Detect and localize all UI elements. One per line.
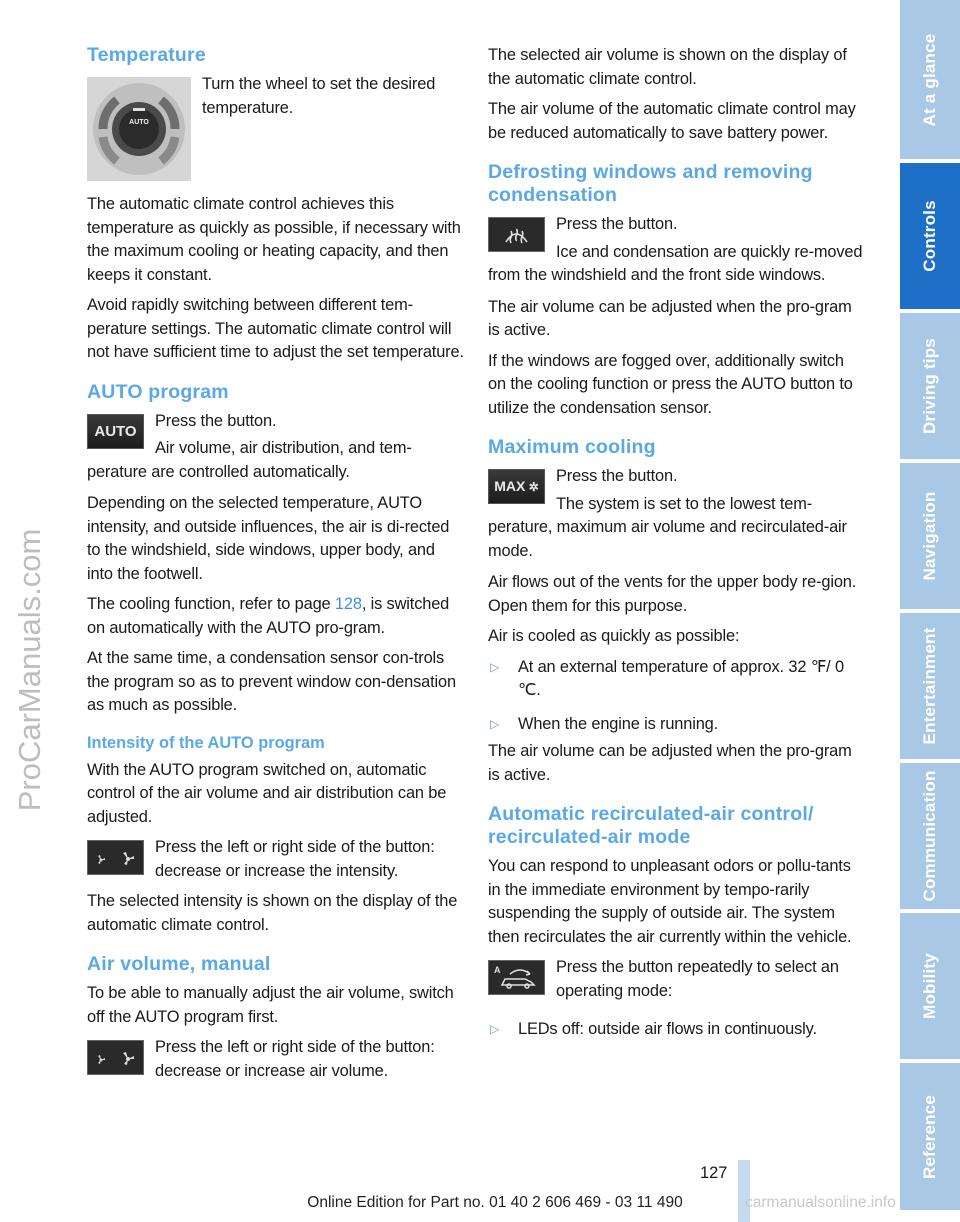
auto-p4 bbox=[87, 593, 465, 640]
max-bullet-1 bbox=[488, 656, 863, 703]
auto-button-label: AUTO bbox=[94, 422, 137, 440]
air-volume-p1: To be able to manually adjust the air volume, switch off the AUTO program first. bbox=[87, 984, 454, 1026]
watermark-text: ProCarManuals.com bbox=[12, 528, 47, 812]
defrost-button-image bbox=[488, 217, 545, 252]
snowflake-icon: ✲ bbox=[525, 480, 539, 494]
fan-rocker-button-image-1 bbox=[87, 840, 144, 875]
temperature-p2: The automatic climate control achieves this temperature as quickly as possible, if necessary with the maximum cooling or heating capacity, and then keeps it constant. bbox=[87, 195, 461, 284]
page-number: 127 bbox=[700, 1164, 728, 1182]
left-column bbox=[87, 44, 465, 1090]
max-bullet-1-text: At an external temperature of approx. 32 ℉/ 0 ℃. bbox=[518, 657, 844, 699]
max-p5: The air volume can be adjusted when the pro-gram is active. bbox=[488, 742, 852, 784]
intensity-p2: Press the left or right side of the button: decrease or increase the intensity. bbox=[155, 838, 435, 880]
recirculation-p2: Press the button repeatedly to select an operating mode: bbox=[556, 958, 839, 1000]
footer-edition: Online Edition for Part no. 01 40 2 606 469 - 03 11 490 bbox=[307, 1194, 683, 1211]
recirculation-button-image bbox=[488, 960, 545, 995]
tab-label: Navigation bbox=[920, 491, 939, 581]
temperature-dial-image bbox=[87, 77, 191, 181]
tab-controls[interactable] bbox=[900, 163, 960, 309]
max-button-image bbox=[488, 469, 545, 504]
bullet-marker: ▷ bbox=[490, 716, 500, 731]
bullet-marker: ▷ bbox=[490, 1022, 500, 1036]
auto-p4-text-a: The cooling function, refer to page bbox=[87, 595, 335, 613]
auto-figure-row bbox=[87, 410, 465, 485]
chapter-sidebar bbox=[900, 0, 960, 1210]
recirc-auto-letter: A bbox=[494, 965, 501, 975]
recirc-bullet-1-text: LEDs off: outside air flows in continuously. bbox=[518, 1020, 817, 1038]
watermark bbox=[0, 0, 60, 1222]
tab-label: Reference bbox=[920, 1094, 939, 1179]
air-volume-p3: The selected air volume is shown on the display of the automatic climate control. bbox=[488, 46, 847, 88]
max-cooling-heading: Maximum cooling bbox=[488, 436, 656, 458]
tab-label: At a glance bbox=[920, 33, 939, 126]
max-p1: Press the button. bbox=[556, 467, 678, 485]
dial-auto-label: AUTO bbox=[129, 119, 149, 126]
page-link-128[interactable]: 128 bbox=[334, 595, 362, 613]
defrost-heading: Defrosting windows and removing condensation bbox=[488, 161, 813, 206]
tab-entertainment[interactable] bbox=[900, 613, 960, 759]
tab-mobility[interactable] bbox=[900, 913, 960, 1059]
defrost-p1: Press the button. bbox=[556, 215, 678, 233]
tab-at-a-glance[interactable] bbox=[900, 0, 960, 159]
tab-navigation[interactable] bbox=[900, 463, 960, 609]
tab-driving-tips[interactable] bbox=[900, 313, 960, 459]
auto-p2: Air volume, air distribution, and tem-perature are controlled automatically. bbox=[87, 439, 412, 481]
tab-label: Mobility bbox=[920, 953, 939, 1019]
defrost-p2: Ice and condensation are quickly re-moved from the windshield and the front side windows. bbox=[488, 242, 863, 284]
air-volume-heading: Air volume, manual bbox=[87, 953, 271, 975]
temperature-figure-row bbox=[87, 73, 465, 193]
tab-reference[interactable] bbox=[900, 1063, 960, 1210]
recirc-bullet-1 bbox=[488, 1018, 863, 1042]
recirculation-p1: You can respond to unpleasant odors or pollu-tants in the immediate environment by tempo-rarily suspending the supply of outside air. The system then recirculates the air currently within the vehicle. bbox=[488, 857, 852, 946]
max-figure-row bbox=[488, 465, 863, 563]
auto-button-image bbox=[87, 414, 144, 449]
fan-rocker-button-image-2 bbox=[87, 1040, 144, 1075]
defrost-p4: If the windows are fogged over, additionally switch on the cooling function or press the AUTO button to utilize the condensation sensor. bbox=[488, 351, 853, 417]
recirculation-heading: Automatic recirculated-air control/ recirculated-air mode bbox=[488, 803, 814, 848]
air-volume-p4: The air volume of the automatic climate control may be reduced automatically to save battery power. bbox=[488, 100, 856, 142]
bullet-marker: ▷ bbox=[490, 659, 500, 674]
tab-communication[interactable] bbox=[900, 763, 960, 909]
tab-label: Entertainment bbox=[920, 627, 939, 745]
max-bullet-2-text: When the engine is running. bbox=[518, 714, 719, 733]
max-button-label: MAX bbox=[494, 478, 526, 494]
auto-program-heading: AUTO program bbox=[87, 380, 229, 403]
defrost-p3: The air volume can be adjusted when the pro-gram is active. bbox=[488, 297, 852, 339]
max-p4: Air is cooled as quickly as possible: bbox=[488, 627, 740, 645]
tab-label: Driving tips bbox=[920, 338, 939, 434]
temperature-p1: Turn the wheel to set the desired temperature. bbox=[202, 75, 436, 117]
auto-p1: Press the button. bbox=[155, 411, 277, 430]
recirc-figure-row bbox=[488, 956, 863, 1010]
defrost-figure-row bbox=[488, 213, 863, 288]
max-p2: The system is set to the lowest tem-perature, maximum air volume and recirculated-air mode. bbox=[488, 494, 847, 560]
temperature-p3: Avoid rapidly switching between different tem-perature settings. The automatic climate control will not have sufficient time to adjust the set temperature. bbox=[87, 296, 464, 361]
max-p3: Air flows out of the vents for the upper body re-gion. Open them for this purpose. bbox=[488, 573, 857, 615]
auto-p3: Depending on the selected temperature, AUTO intensity, and outside influences, the air is di-rected to the windshield, side windows, upper body, and into the footwell. bbox=[87, 494, 450, 583]
footer-watermark: carmanualsonline.info bbox=[745, 1194, 896, 1211]
intensity-figure-row bbox=[87, 836, 465, 890]
air-volume-figure-row bbox=[87, 1036, 465, 1090]
tab-label: Controls bbox=[920, 200, 939, 272]
temperature-heading: Temperature bbox=[87, 44, 206, 66]
max-bullet-2 bbox=[488, 713, 863, 737]
auto-p4-text-b: , is switched on automatically with the AUTO pro-gram. bbox=[87, 595, 450, 637]
intensity-heading: Intensity of the AUTO program bbox=[87, 733, 325, 752]
air-volume-p2: Press the left or right side of the button: decrease or increase air volume. bbox=[155, 1038, 435, 1080]
tab-label: Communication bbox=[920, 770, 939, 902]
intensity-p1: With the AUTO program switched on, automatic control of the air volume and air distribution can be adjusted. bbox=[87, 760, 447, 826]
right-column bbox=[488, 44, 863, 1052]
intensity-p3: The selected intensity is shown on the display of the automatic climate control. bbox=[87, 892, 458, 934]
page-number-bar bbox=[738, 1160, 750, 1222]
auto-p5: At the same time, a condensation sensor con-trols the program so as to prevent window con-densation as much as possible. bbox=[87, 649, 456, 714]
